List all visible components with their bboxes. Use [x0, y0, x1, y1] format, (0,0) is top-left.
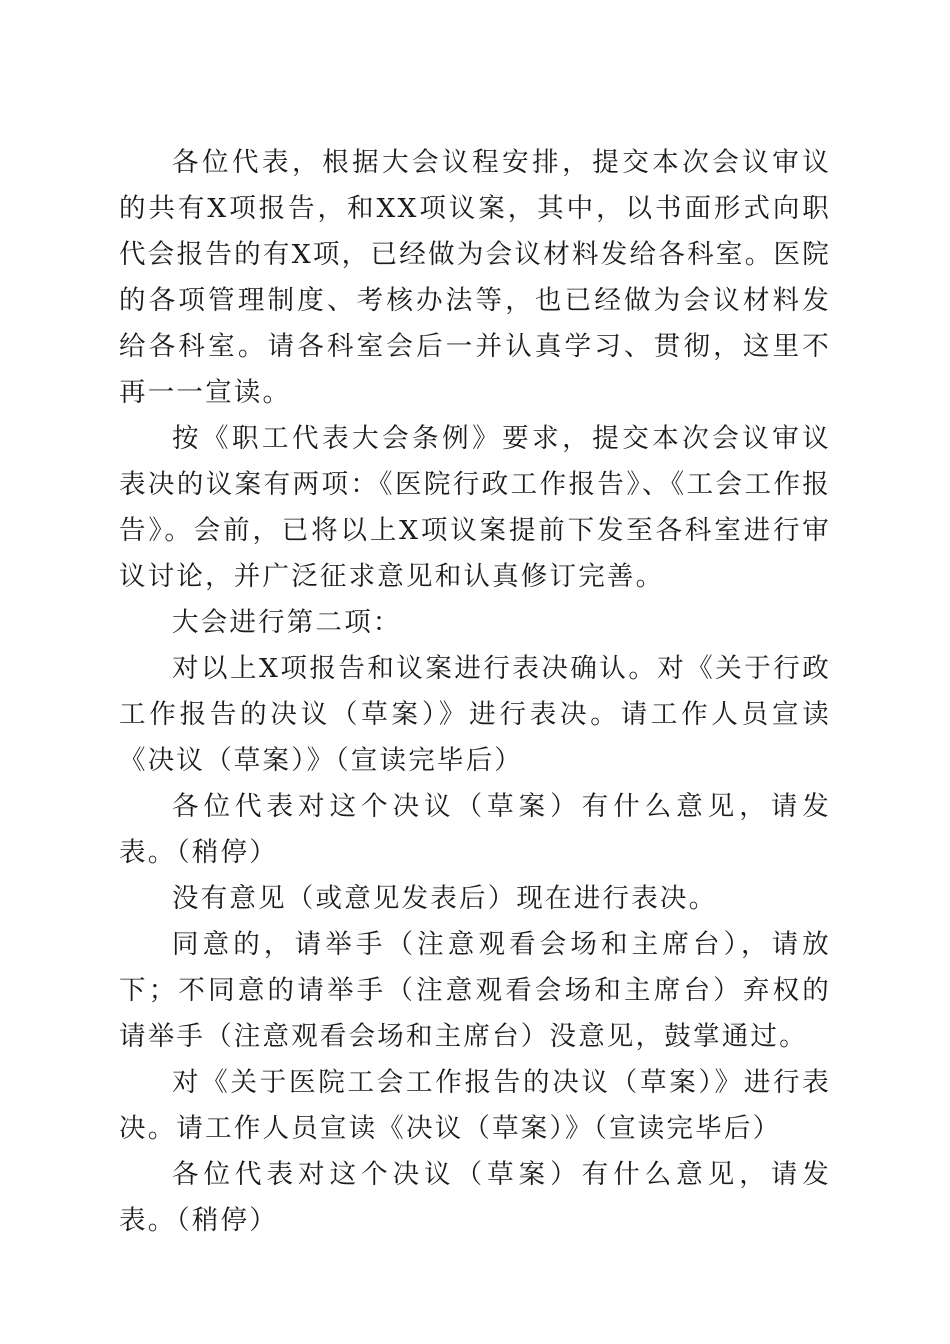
document-body	[119, 140, 831, 1244]
paragraph-report-summary: 各位代表，根据大会议程安排，提交本次会议审议的共有X项报告，和XX项议案，其中，以书面形式向职代会报告的有X项，已经做为会议材料发给各科室。医院的各项管理制度、考核办法等，也已经做为会议材料发给各科室。请各科室会后一并认真学习、贯彻，这里不再一一宣读。	[119, 147, 831, 408]
paragraph-begin-vote: 没有意见（或意见发表后）现在进行表决。	[172, 883, 718, 914]
paragraph-motions: 按《职工代表大会条例》要求，提交本次会议审议表决的议案有两项：《医院行政工作报告》、《工会工作报告》。会前，已将以上X项议案提前下发至各科室进行审议讨论，并广泛征求意见和认真修订完善。	[119, 423, 831, 592]
paragraph-vote-procedure: 同意的，请举手（注意观看会场和主席台），请放下；不同意的请举手（注意观看会场和主席台）弃权的请举手（注意观看会场和主席台）没意见，鼓掌通过。	[119, 929, 831, 1052]
paragraph-union-report-vote: 对《关于医院工会工作报告的决议（草案）》进行表决。请工作人员宣读《决议（草案）》（宣读完毕后）	[119, 1067, 831, 1144]
paragraph-agenda-item-two: 大会进行第二项：	[172, 607, 402, 638]
paragraph-admin-report-vote: 对以上X项报告和议案进行表决确认。对《关于行政工作报告的决议（草案）》进行表决。请工作人员宣读《决议（草案）》（宣读完毕后）	[119, 653, 831, 776]
paragraph-call-for-opinions: 各位代表对这个决议（草案）有什么意见，请发表。（稍停）	[119, 791, 831, 868]
paragraph-call-for-opinions-2: 各位代表对这个决议（草案）有什么意见，请发表。（稍停）	[119, 1159, 831, 1236]
